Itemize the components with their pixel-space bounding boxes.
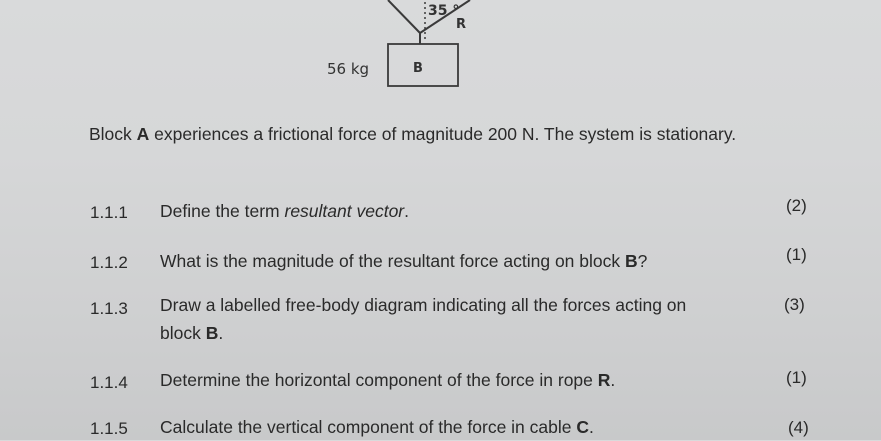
question-bold-term: R bbox=[597, 370, 611, 390]
problem-statement bbox=[89, 124, 736, 145]
rope-left bbox=[388, 0, 420, 33]
question-text-part: Determine the horizontal component of the force in rope bbox=[160, 370, 598, 390]
question-marks: (1) bbox=[786, 245, 807, 264]
question-text bbox=[160, 291, 686, 347]
block-B bbox=[388, 44, 458, 86]
question-italic-term: resultant vector bbox=[284, 201, 405, 221]
question-bold-term: B bbox=[624, 251, 638, 271]
question-text-part: block bbox=[160, 323, 206, 343]
question-text-part: What is the magnitude of the resultant force acting on block bbox=[160, 251, 625, 271]
question-text-part: ? bbox=[637, 251, 648, 271]
question-text-part: . bbox=[218, 323, 224, 343]
question-text-part: . bbox=[588, 417, 594, 437]
question-text-line1: Draw a labelled free-body diagram indicating all the forces acting on bbox=[160, 295, 687, 315]
statement-text-rest: experiences a frictional force of magnitude 200 N. The system is stationary. bbox=[149, 124, 737, 144]
question-number: 1.1.3 bbox=[90, 299, 128, 318]
question-number: 1.1.1 bbox=[90, 203, 128, 222]
question-text-part: Calculate the vertical component of the force in cable bbox=[160, 417, 577, 437]
question-marks: (2) bbox=[786, 196, 807, 215]
question-text bbox=[160, 366, 615, 394]
question-marks: (3) bbox=[784, 295, 805, 314]
question-text bbox=[160, 247, 647, 275]
mass-label: 56 kg bbox=[327, 60, 370, 78]
question-number: 1.1.5 bbox=[90, 419, 128, 438]
question-bold-term: B bbox=[205, 323, 219, 343]
block-label: B bbox=[413, 61, 423, 76]
statement-text: Block bbox=[89, 124, 137, 144]
question-number: 1.1.2 bbox=[90, 253, 128, 272]
rope-label: R bbox=[456, 17, 467, 32]
question-marks: (1) bbox=[786, 368, 807, 387]
question-text-part: Define the term bbox=[160, 201, 285, 221]
statement-block: A bbox=[136, 124, 150, 144]
question-number: 1.1.4 bbox=[90, 373, 128, 392]
question-text-part: . bbox=[404, 201, 410, 221]
force-diagram bbox=[0, 0, 881, 100]
angle-label: 35 ° bbox=[428, 3, 460, 19]
question-marks: (4) bbox=[788, 418, 809, 437]
question-text bbox=[160, 197, 409, 225]
question-text-part: . bbox=[610, 370, 616, 390]
question-bold-term: C bbox=[576, 417, 589, 437]
question-text bbox=[160, 413, 594, 441]
